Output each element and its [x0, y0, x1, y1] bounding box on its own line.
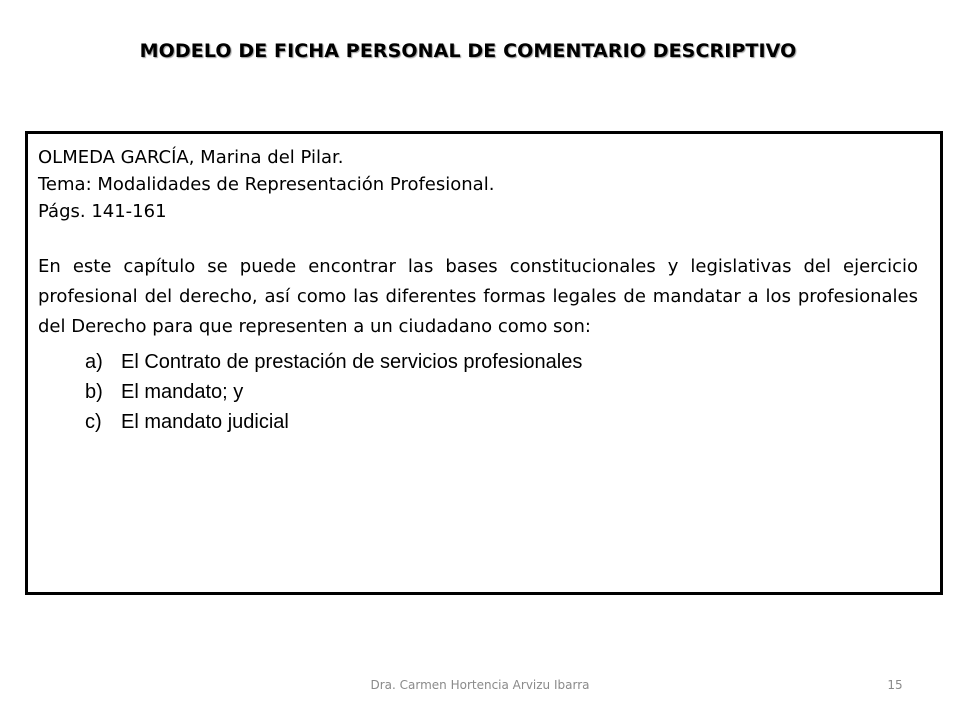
list-item-marker: c) — [85, 411, 102, 433]
card-paragraph: En este capítulo se puede encontrar las bases constitucionales y legislativas del ejercicio profesional del derecho, así como las diferentes formas legales de mandatar a los profesionales del Derecho para que representen a un ciudadano como son: — [38, 256, 918, 337]
footer-page-number: 15 — [887, 678, 903, 692]
list-item-marker: b) — [85, 381, 103, 403]
card-author: OLMEDA GARCÍA, Marina del Pilar. — [38, 147, 344, 168]
footer-author: Dra. Carmen Hortencia Arvizu Ibarra — [370, 678, 590, 692]
bibliographic-card — [25, 131, 943, 595]
slide-title: MODELO DE FICHA PERSONAL DE COMENTARIO DESCRIPTIVO — [139, 40, 797, 62]
list-item-text: El Contrato de prestación de servicios profesionales — [121, 351, 583, 373]
card-item-list — [38, 347, 918, 437]
card-content — [38, 144, 918, 437]
list-item-text: El mandato; y — [121, 381, 244, 403]
card-pages: Págs. 141-161 — [38, 201, 167, 222]
list-item-marker: a) — [85, 351, 103, 373]
list-item — [85, 377, 918, 407]
list-item-text: El mandato judicial — [121, 411, 289, 433]
list-item — [85, 407, 918, 437]
card-topic: Tema: Modalidades de Representación Profesional. — [38, 174, 495, 195]
list-item — [85, 347, 918, 377]
